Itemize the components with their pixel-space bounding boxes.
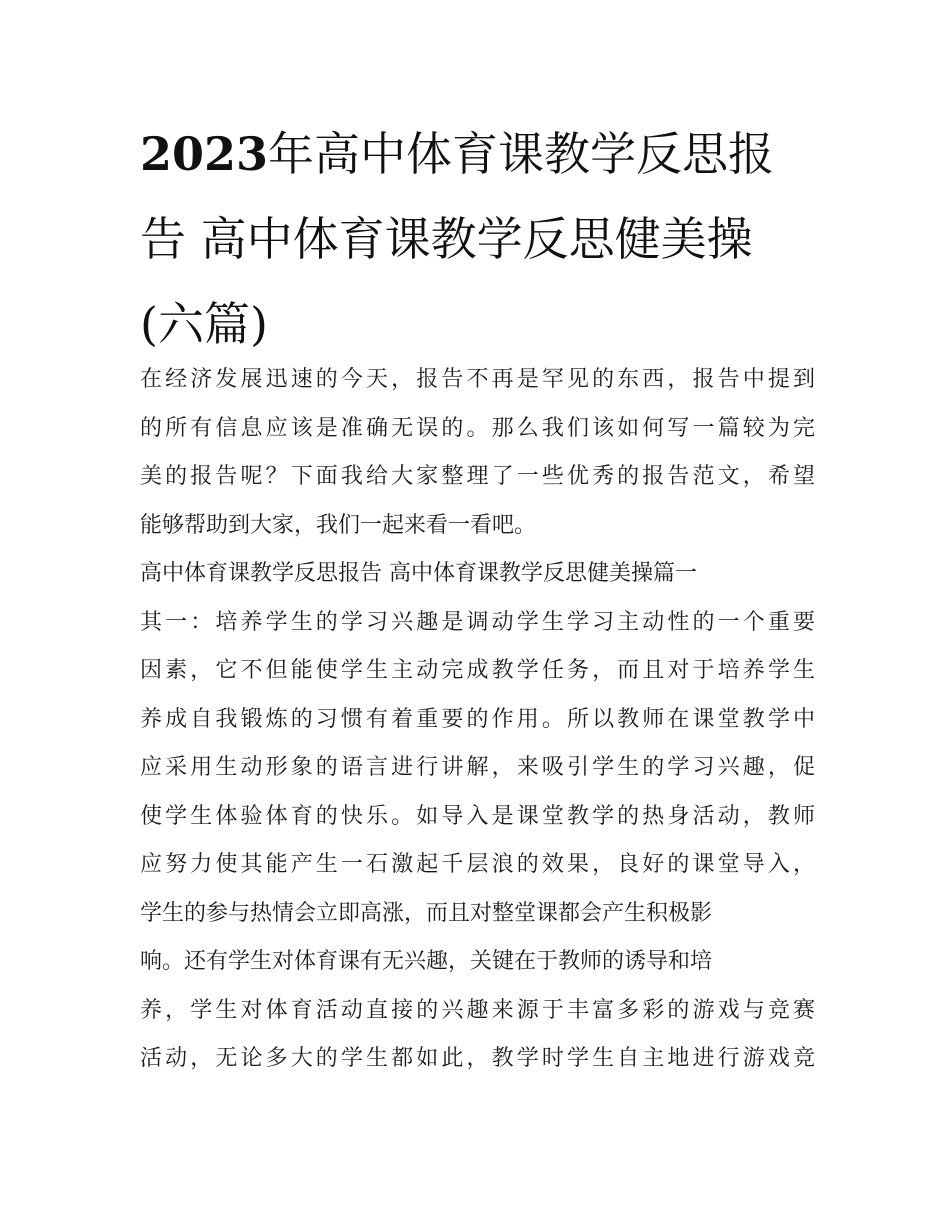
intro-line: 美的报告呢？下面我给大家整理了一些优秀的报告范文，希望 — [140, 464, 815, 489]
paragraph-line: 学生的参与热情会立即高涨，而且对整堂课都会产生积极影 — [140, 900, 713, 926]
paragraph-line: 养成自我锻炼的习惯有着重要的作用。所以教师在课堂教学中 — [140, 706, 815, 732]
paragraph-line: 应努力使其能产生一石激起千层浪的效果，良好的课堂导入， — [140, 852, 815, 877]
document-title — [140, 112, 815, 367]
paragraph-line: 响。还有学生对体育课有无兴趣，关键在于教师的诱导和培 — [140, 949, 713, 974]
title-text: 年高中体育课教学反思报告 高中体育课教学反思健美操(六篇) — [140, 127, 775, 351]
section-heading: 高中体育课教学反思报告 高中体育课教学反思健美操篇一 — [140, 561, 697, 586]
title-year: 2023 — [140, 127, 269, 181]
paragraph-line: 活动，无论多大的学生都如此，教学时学生自主地进行游戏竞 — [140, 1046, 815, 1071]
paragraph-line: 应采用生动形象的语言进行讲解，来吸引学生的学习兴趣，促 — [140, 755, 815, 780]
intro-line: 能够帮助到大家，我们一起来看一看吧。 — [140, 512, 537, 538]
paragraph-line: 其一：培养学生的学习兴趣是调动学生学习主动性的一个重要 — [140, 609, 815, 635]
paragraph-line: 养，学生对体育活动直接的兴趣来源于丰富多彩的游戏与竞赛 — [140, 997, 815, 1023]
intro-line: 在经济发展迅速的今天，报告不再是罕见的东西，报告中提到 — [140, 367, 815, 392]
intro-line: 的所有信息应该是准确无误的。那么我们该如何写一篇较为完 — [140, 415, 815, 441]
paragraph-line: 因素，它不但能使学生主动完成教学任务，而且对于培养学生 — [140, 658, 815, 683]
paragraph-line: 使学生体验体育的快乐。如导入是课堂教学的热身活动，教师 — [140, 803, 815, 829]
document-body — [140, 356, 815, 1084]
